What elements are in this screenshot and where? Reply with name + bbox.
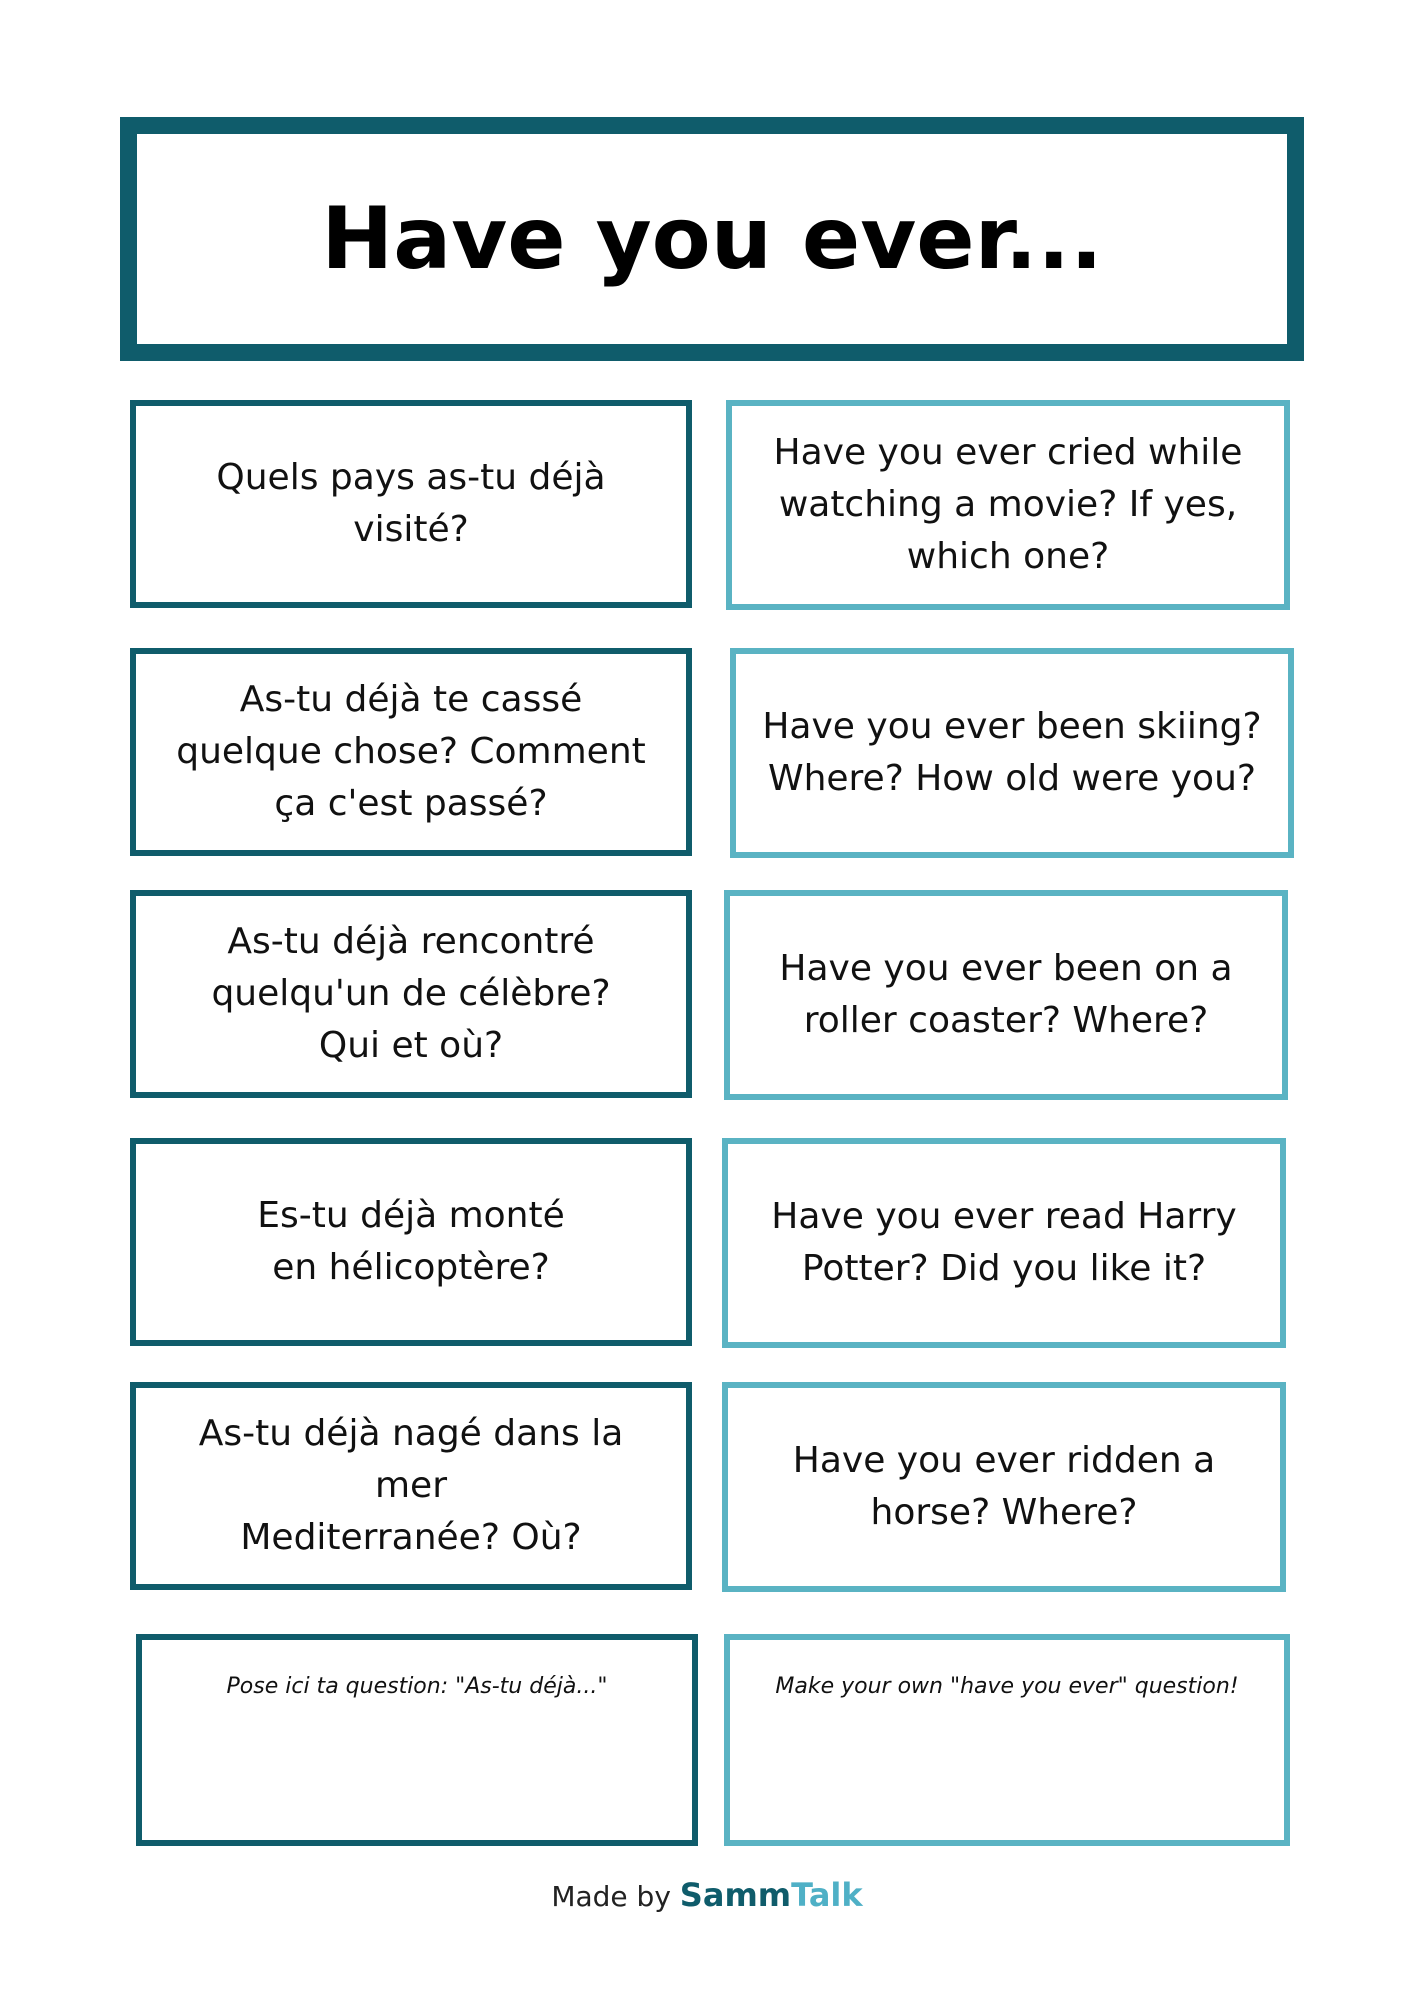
question-text: As-tu déjà rencontré quelqu'un de célèbre? Qui et où? bbox=[211, 921, 611, 1066]
question-text: Have you ever ridden a horse? Where? bbox=[792, 1440, 1216, 1533]
footer-credit bbox=[0, 1876, 1414, 1914]
question-text: Have you ever been skiing? Where? How old were you? bbox=[762, 706, 1262, 799]
question-text: Have you ever read Harry Potter? Did you like it? bbox=[771, 1196, 1237, 1289]
question-text: As-tu déjà nagé dans la mer Mediterranée? Où? bbox=[198, 1413, 624, 1558]
made-by-label: Made by bbox=[551, 1880, 680, 1913]
blank-card-prompt: Pose ici ta question: "As-tu déjà..." bbox=[226, 1674, 608, 1699]
question-card-left-3 bbox=[130, 890, 692, 1098]
question-card-right-3 bbox=[724, 890, 1288, 1100]
question-card-right-2 bbox=[730, 648, 1294, 858]
question-card-left-4 bbox=[130, 1138, 692, 1346]
question-text: Es-tu déjà monté en hélicoptère? bbox=[257, 1195, 565, 1288]
question-card-left-5 bbox=[130, 1382, 692, 1590]
blank-question-card-left bbox=[136, 1634, 698, 1846]
blank-card-prompt: Make your own "have you ever" question! bbox=[775, 1674, 1239, 1699]
question-text: Have you ever been on a roller coaster? Where? bbox=[779, 948, 1233, 1041]
question-card-right-4 bbox=[722, 1138, 1286, 1348]
brand-logo-talk: Talk bbox=[791, 1876, 863, 1914]
question-card-right-5 bbox=[722, 1382, 1286, 1592]
question-card-left-1 bbox=[130, 400, 692, 608]
question-card-right-1 bbox=[726, 400, 1290, 610]
question-card-left-2 bbox=[130, 648, 692, 856]
blank-question-card-right bbox=[724, 1634, 1290, 1846]
question-text: Have you ever cried while watching a movie? If yes, which one? bbox=[773, 432, 1243, 577]
question-text: As-tu déjà te cassé quelque chose? Comment ça c'est passé? bbox=[176, 679, 646, 824]
title-box bbox=[120, 117, 1304, 361]
question-text: Quels pays as-tu déjà visité? bbox=[216, 457, 606, 550]
brand-logo-samm: Samm bbox=[679, 1876, 792, 1914]
page-title: Have you ever... bbox=[321, 189, 1103, 289]
